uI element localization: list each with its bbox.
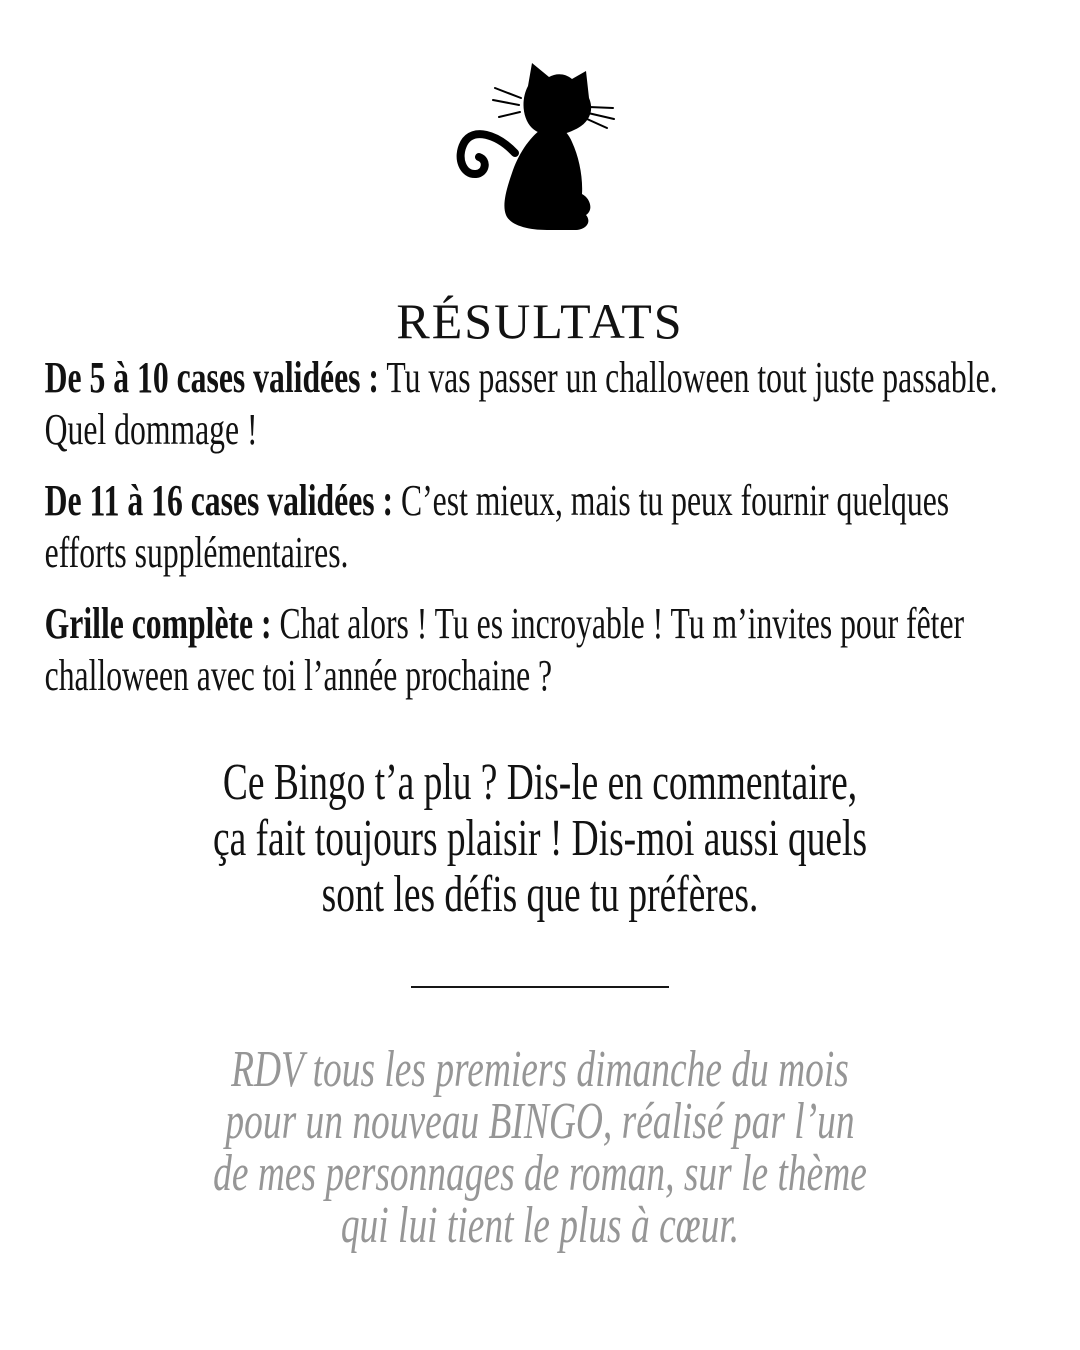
result-paragraph <box>45 475 1036 579</box>
footer-line: qui lui tient le plus à cœur. <box>340 1197 740 1254</box>
page-title: RÉSULTATS <box>396 292 684 349</box>
result-text: C’est mieux, mais tu peux fournir quelques efforts supplémentaires. <box>44 476 950 577</box>
result-lead: Grille complète : <box>44 599 272 648</box>
result-text: Chat alors ! Tu es incroyable ! Tu m’invites pour fêter challoween avec toi l’année prochaine ? <box>44 599 965 700</box>
footer-note <box>0 1041 1080 1254</box>
result-lead: De 5 à 10 cases validées : <box>44 353 379 402</box>
cta-line: ça fait toujours plaisir ! Dis-moi aussi quels <box>212 810 868 867</box>
result-paragraph <box>45 352 1036 456</box>
results-section <box>0 352 1080 721</box>
result-paragraph <box>45 598 1036 702</box>
cat-body <box>504 125 590 230</box>
cat-tail <box>461 134 515 174</box>
cat-icon-container <box>0 52 1080 242</box>
footer-line: RDV tous les premiers dimanche du mois <box>231 1041 849 1098</box>
cta-section <box>0 755 1080 923</box>
result-text: Tu vas passer un challoween tout juste passable. Quel dommage ! <box>44 353 998 454</box>
cta-line: Ce Bingo t’a plu ? Dis-le en commentaire, <box>222 754 858 811</box>
result-lead: De 11 à 16 cases validées : <box>44 476 394 525</box>
black-cat-icon <box>435 52 645 242</box>
footer-line: de mes personnages de roman, sur le thème <box>213 1145 867 1202</box>
cta-line: sont les défis que tu préfères. <box>321 866 759 923</box>
cat-head <box>523 63 591 135</box>
footer-line: pour un nouveau BINGO, réalisé par l’un <box>225 1093 855 1150</box>
divider <box>411 986 669 988</box>
